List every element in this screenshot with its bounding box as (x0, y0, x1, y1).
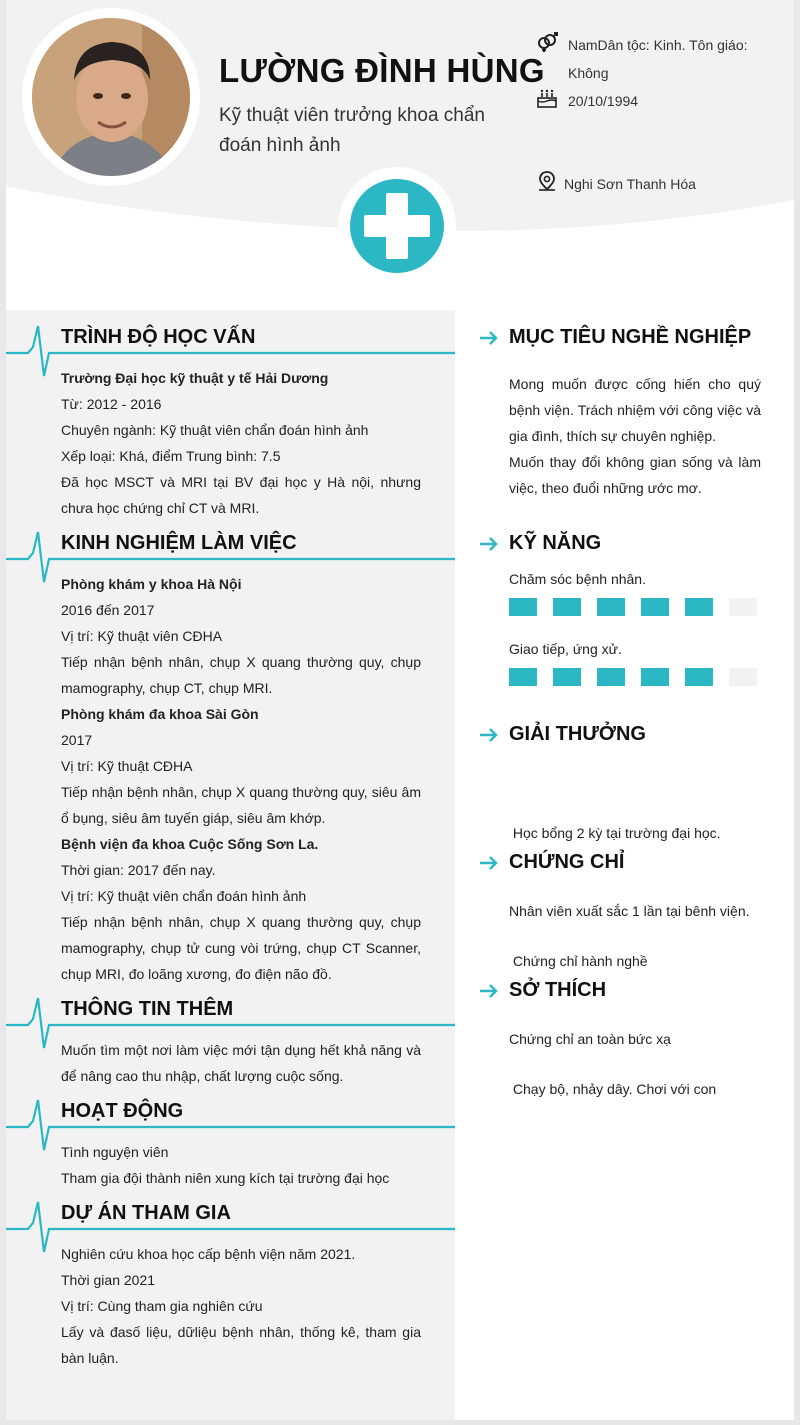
job-description: Tiếp nhận bệnh nhân, chụp X quang thường quy, chụp mamography, chụp CT, chụp MRI. (61, 654, 421, 696)
certificate-line: Chứng chỉ an toàn bức xạ (509, 1031, 671, 1047)
skill-label: Giao tiếp, ứng xử. (509, 641, 622, 657)
project-line: Lấy và đasố liệu, dữliệu bệnh nhân, thống kê, tham gia bàn luận. (61, 1324, 421, 1366)
project-line: Thời gian 2021 (61, 1272, 156, 1288)
objective-paragraph: Mong muốn được cống hiến cho quý bệnh viện. Trách nhiệm với công việc và gia đình, thích sự chuyên nghiệp. (509, 376, 761, 444)
arrow-right-icon (479, 727, 499, 743)
education-note: Đã học MSCT và MRI tại BV đại học y Hà nội, nhưng chưa học chứng chỉ CT và MRI. (61, 474, 421, 516)
skill-segment-filled (597, 598, 625, 616)
skill-segment-empty (729, 668, 757, 686)
section-title-more-info: THÔNG TIN THÊM (61, 998, 234, 1020)
job-company: Phòng khám đa khoa Sài Gòn (61, 706, 259, 722)
gender-icon (536, 31, 558, 53)
more-info-text: Muốn tìm một nơi làm việc mới tận dụng hết khả năng và để nâng cao thu nhập, chất lượng cuộc sống. (61, 1042, 421, 1084)
skill-segment-filled (553, 598, 581, 616)
job-title: Kỹ thuật viên trưởng khoa chẩn đoán hình ảnh (219, 105, 485, 156)
section-title-education: TRÌNH ĐỘ HỌC VẤN (61, 326, 256, 348)
arrow-right-icon (479, 855, 499, 871)
job-description: Tiếp nhận bệnh nhân, chụp X quang thường quy, chụp mamography, chụp tử cung vòi trứng, chụp CT Scanner, chụp MRI, đo loãng xương, đo điện não đồ. (61, 914, 421, 982)
project-line: Nghiên cứu khoa học cấp bệnh viện năm 2021. (61, 1246, 356, 1262)
award-line: Học bổng 2 kỳ tại trường đại học. (509, 825, 721, 841)
activities-content (61, 1139, 421, 1191)
job-position: Vị trí: Kỹ thuật viên CĐHA (61, 628, 223, 644)
job-position: Vị trí: Kỹ thuật viên chẩn đoán hình ảnh (61, 888, 307, 904)
section-title-activities: HOẠT ĐỘNG (61, 1100, 184, 1122)
activity-line: Tham gia đội thành niên xung kích tại trường đại học (61, 1170, 390, 1186)
education-period: Từ: 2012 - 2016 (61, 396, 162, 412)
arrow-right-icon (479, 536, 499, 552)
arrow-right-icon (479, 330, 499, 346)
avatar (32, 18, 190, 176)
skill-segment-filled (509, 668, 537, 686)
section-title-objective: MỤC TIÊU NGHỀ NGHIỆP (509, 326, 752, 348)
skill-rating-bar (509, 668, 761, 686)
location-pin-icon (536, 170, 558, 192)
section-title-experience: KINH NGHIỆM LÀM VIỆC (61, 532, 297, 554)
arrow-right-icon (479, 983, 499, 999)
education-content (61, 365, 421, 521)
certificate-line: Chứng chỉ hành nghề (509, 953, 648, 969)
job-position: Vị trí: Kỹ thuật CĐHA (61, 758, 193, 774)
job-description: Tiếp nhận bệnh nhân, chụp X quang thường quy, siêu âm ổ bụng, siêu âm tuyến giáp, siêu âm khớp. (61, 784, 421, 826)
section-title-certificates: CHỨNG CHỈ (509, 851, 625, 873)
job-company: Bệnh viện đa khoa Cuộc Sống Sơn La. (61, 836, 319, 852)
address: Nghi Sơn Thanh Hóa (564, 176, 696, 192)
skill-segment-filled (509, 598, 537, 616)
project-line: Vị trí: Cùng tham gia nghiên cứu (61, 1298, 263, 1314)
award-line: Nhân viên xuất sắc 1 lần tại bênh viện. (509, 903, 750, 919)
candidate-name: LƯỜNG ĐÌNH HÙNG (219, 52, 545, 89)
skill-rating-bar (509, 598, 761, 616)
cross-horizontal (364, 215, 430, 237)
birthday: 20/10/1994 (568, 93, 639, 109)
activity-line: Tình nguyện viên (61, 1144, 169, 1160)
job-period: Thời gian: 2017 đến nay. (61, 862, 216, 878)
objective-paragraph: Muốn thay đổi không gian sống và làm việc, theo đuổi những ước mơ. (509, 454, 761, 496)
section-title-awards: GIẢI THƯỞNG (509, 723, 646, 745)
job-company: Phòng khám y khoa Hà Nội (61, 576, 242, 592)
objective-content (509, 371, 761, 501)
skill-segment-filled (685, 668, 713, 686)
resume-page (6, 0, 794, 1420)
hobby-line: Chạy bộ, nhảy dây. Chơi với con (509, 1081, 717, 1097)
skill-segment-filled (641, 598, 669, 616)
experience-content (61, 571, 421, 987)
education-major: Chuyên ngành: Kỹ thuật viên chẩn đoán hình ảnh (61, 422, 369, 438)
section-title-projects: DỰ ÁN THAM GIA (61, 1202, 231, 1224)
skill-segment-empty (729, 598, 757, 616)
cake-icon (536, 87, 558, 109)
school-name: Trường Đại học kỹ thuật y tế Hải Dương (61, 370, 329, 386)
section-title-skills: KỸ NĂNG (509, 532, 602, 554)
education-grade: Xếp loại: Khá, điểm Trung bình: 7.5 (61, 448, 281, 464)
skill-segment-filled (685, 598, 713, 616)
gender-ethnicity-religion: NamDân tộc: Kinh. Tôn giáo: Không (568, 37, 748, 81)
job-period: 2016 đến 2017 (61, 602, 155, 618)
skill-label: Chăm sóc bệnh nhân. (509, 571, 646, 587)
skill-segment-filled (597, 668, 625, 686)
skill-segment-filled (641, 668, 669, 686)
skill-segment-filled (553, 668, 581, 686)
section-title-hobbies: SỞ THÍCH (509, 979, 607, 1001)
projects-content (61, 1241, 421, 1371)
job-period: 2017 (61, 732, 93, 748)
hobbies-content (509, 1024, 761, 1154)
